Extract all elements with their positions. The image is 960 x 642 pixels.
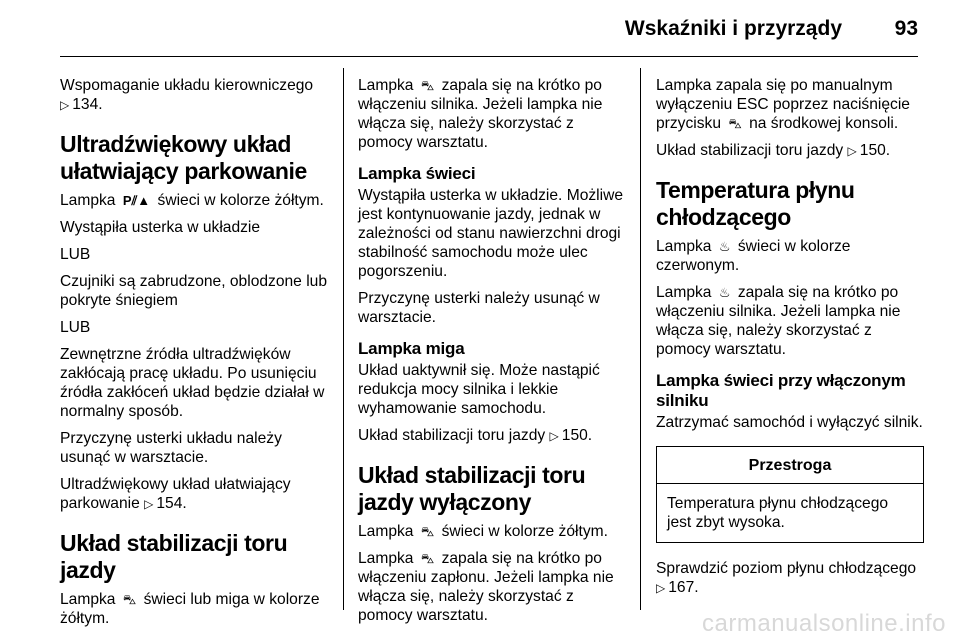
paragraph: Zatrzymać samochód i wyłączyć silnik. <box>656 414 923 431</box>
paragraph: Przyczynę usterki należy usunąć w warsztacie. <box>358 290 600 326</box>
paragraph: Lampka ⛍ zapala się na krótko po włączeniu zapłonu. Jeżeli lampka nie włącza się, należy skorzystać z pomocy warsztatu. <box>358 550 614 624</box>
paragraph: Ultradźwiękowy układ ułatwiający parkowanie ▷ 154. <box>60 476 291 512</box>
paragraph: Lampka ♨ świeci w kolorze czerwonym. <box>656 238 851 274</box>
page-reference-link[interactable]: 154. <box>156 495 187 512</box>
paragraph: Wspomaganie układu kierowniczego ▷ 134. <box>60 77 314 113</box>
caution-title: Przestroga <box>657 447 923 484</box>
page-header <box>0 0 960 60</box>
page-number: 93 <box>894 17 918 40</box>
column-divider-1 <box>343 68 344 610</box>
page-reference-link[interactable]: 150. <box>859 142 891 159</box>
reference-arrow-icon: ▷ <box>60 98 70 112</box>
paragraph: Lampka P⫽▲ świeci w kolorze żółtym. <box>60 192 324 209</box>
watermark: carmanualsonline.info <box>702 610 946 637</box>
subsection-heading: Lampka świeci przy włączonym silniku <box>656 371 906 410</box>
page-reference-link[interactable]: 150. <box>561 427 593 444</box>
caution-box <box>656 446 924 543</box>
paragraph: Przyczynę usterki układu należy usunąć w warsztacie. <box>60 430 282 466</box>
parking-assist-icon: P⫽▲ <box>122 193 151 208</box>
reference-arrow-icon: ▷ <box>144 497 154 511</box>
section-heading: Układ stabilizacji toru jazdy <box>60 530 288 583</box>
reference-arrow-icon: ▷ <box>656 581 666 595</box>
paragraph: Lampka ⛍ świeci w kolorze żółtym. <box>358 523 608 540</box>
reference-arrow-icon: ▷ <box>549 429 559 443</box>
paragraph: LUB <box>60 246 91 263</box>
esc-off-icon: ⛍ <box>420 524 435 539</box>
paragraph: Lampka ⛍ świeci lub miga w kolorze żółtym. <box>60 591 320 627</box>
page-reference-link[interactable]: 167. <box>668 579 699 596</box>
paragraph: Wystąpiła usterka w układzie. Możliwe jest kontynuowanie jazdy, jednak w zależności od stanu nawierzchni drogi stabilność samochodu może ulec pogorszeniu. <box>358 187 624 280</box>
subsection-heading: Lampka świeci <box>358 164 476 183</box>
paragraph: Zewnętrzne źródła ultradźwięków zakłócają pracę układu. Po usunięciu źródła zakłóceń układ będzie działał w normalny sposób. <box>60 346 325 420</box>
paragraph: Wystąpiła usterka w układzie <box>60 219 261 236</box>
caution-text: Temperatura płynu chłodzącego jest zbyt wysoka. <box>667 495 889 531</box>
paragraph: LUB <box>60 319 91 336</box>
subsection-heading: Lampka miga <box>358 339 465 358</box>
section-heading: Ultradźwiękowy układ ułatwiający parkowanie <box>60 131 307 184</box>
column-divider-2 <box>640 68 641 610</box>
paragraph: Układ stabilizacji toru jazdy ▷ 150. <box>358 427 593 444</box>
column-1 <box>60 76 328 636</box>
esc-warning-icon: ⛍ <box>420 78 435 93</box>
paragraph: Układ uaktywnił się. Może nastąpić redukcja mocy silnika i lekkie wyhamowanie samochodu. <box>358 362 600 417</box>
section-heading: Układ stabilizacji toru jazdy wyłączony <box>358 462 586 515</box>
page-reference-link[interactable]: 134. <box>72 96 103 113</box>
coolant-temperature-icon: ♨ <box>718 239 731 254</box>
section-heading: Temperatura płynu chłodzącego <box>656 177 855 230</box>
paragraph: Lampka zapala się po manualnym wyłączeniu ESC poprzez naciśnięcie przycisku ⛍ na środkowej konsoli. <box>656 77 910 132</box>
esc-warning-icon: ⛍ <box>122 592 137 607</box>
header-divider <box>60 56 918 57</box>
coolant-temperature-icon: ♨ <box>718 285 731 300</box>
paragraph: Układ stabilizacji toru jazdy ▷ 150. <box>656 142 891 159</box>
column-2 <box>358 76 628 633</box>
column-3 <box>656 76 924 606</box>
esc-off-icon: ⛍ <box>420 551 435 566</box>
paragraph: Czujniki są zabrudzone, oblodzone lub pokryte śniegiem <box>60 273 327 309</box>
page-title: Wskaźniki i przyrządy <box>624 17 842 40</box>
reference-arrow-icon: ▷ <box>847 144 857 158</box>
paragraph: Sprawdzić poziom płynu chłodzącego ▷ 167. <box>656 560 917 596</box>
esc-off-icon: ⛍ <box>728 116 742 131</box>
paragraph: Lampka ⛍ zapala się na krótko po włączeniu silnika. Jeżeli lampka nie włącza się, należy skorzystać z pomocy warsztatu. <box>358 77 603 151</box>
paragraph: Lampka ♨ zapala się na krótko po włączeniu silnika. Jeżeli lampka nie włącza się, należy skorzystać z pomocy warsztatu. <box>656 284 901 358</box>
